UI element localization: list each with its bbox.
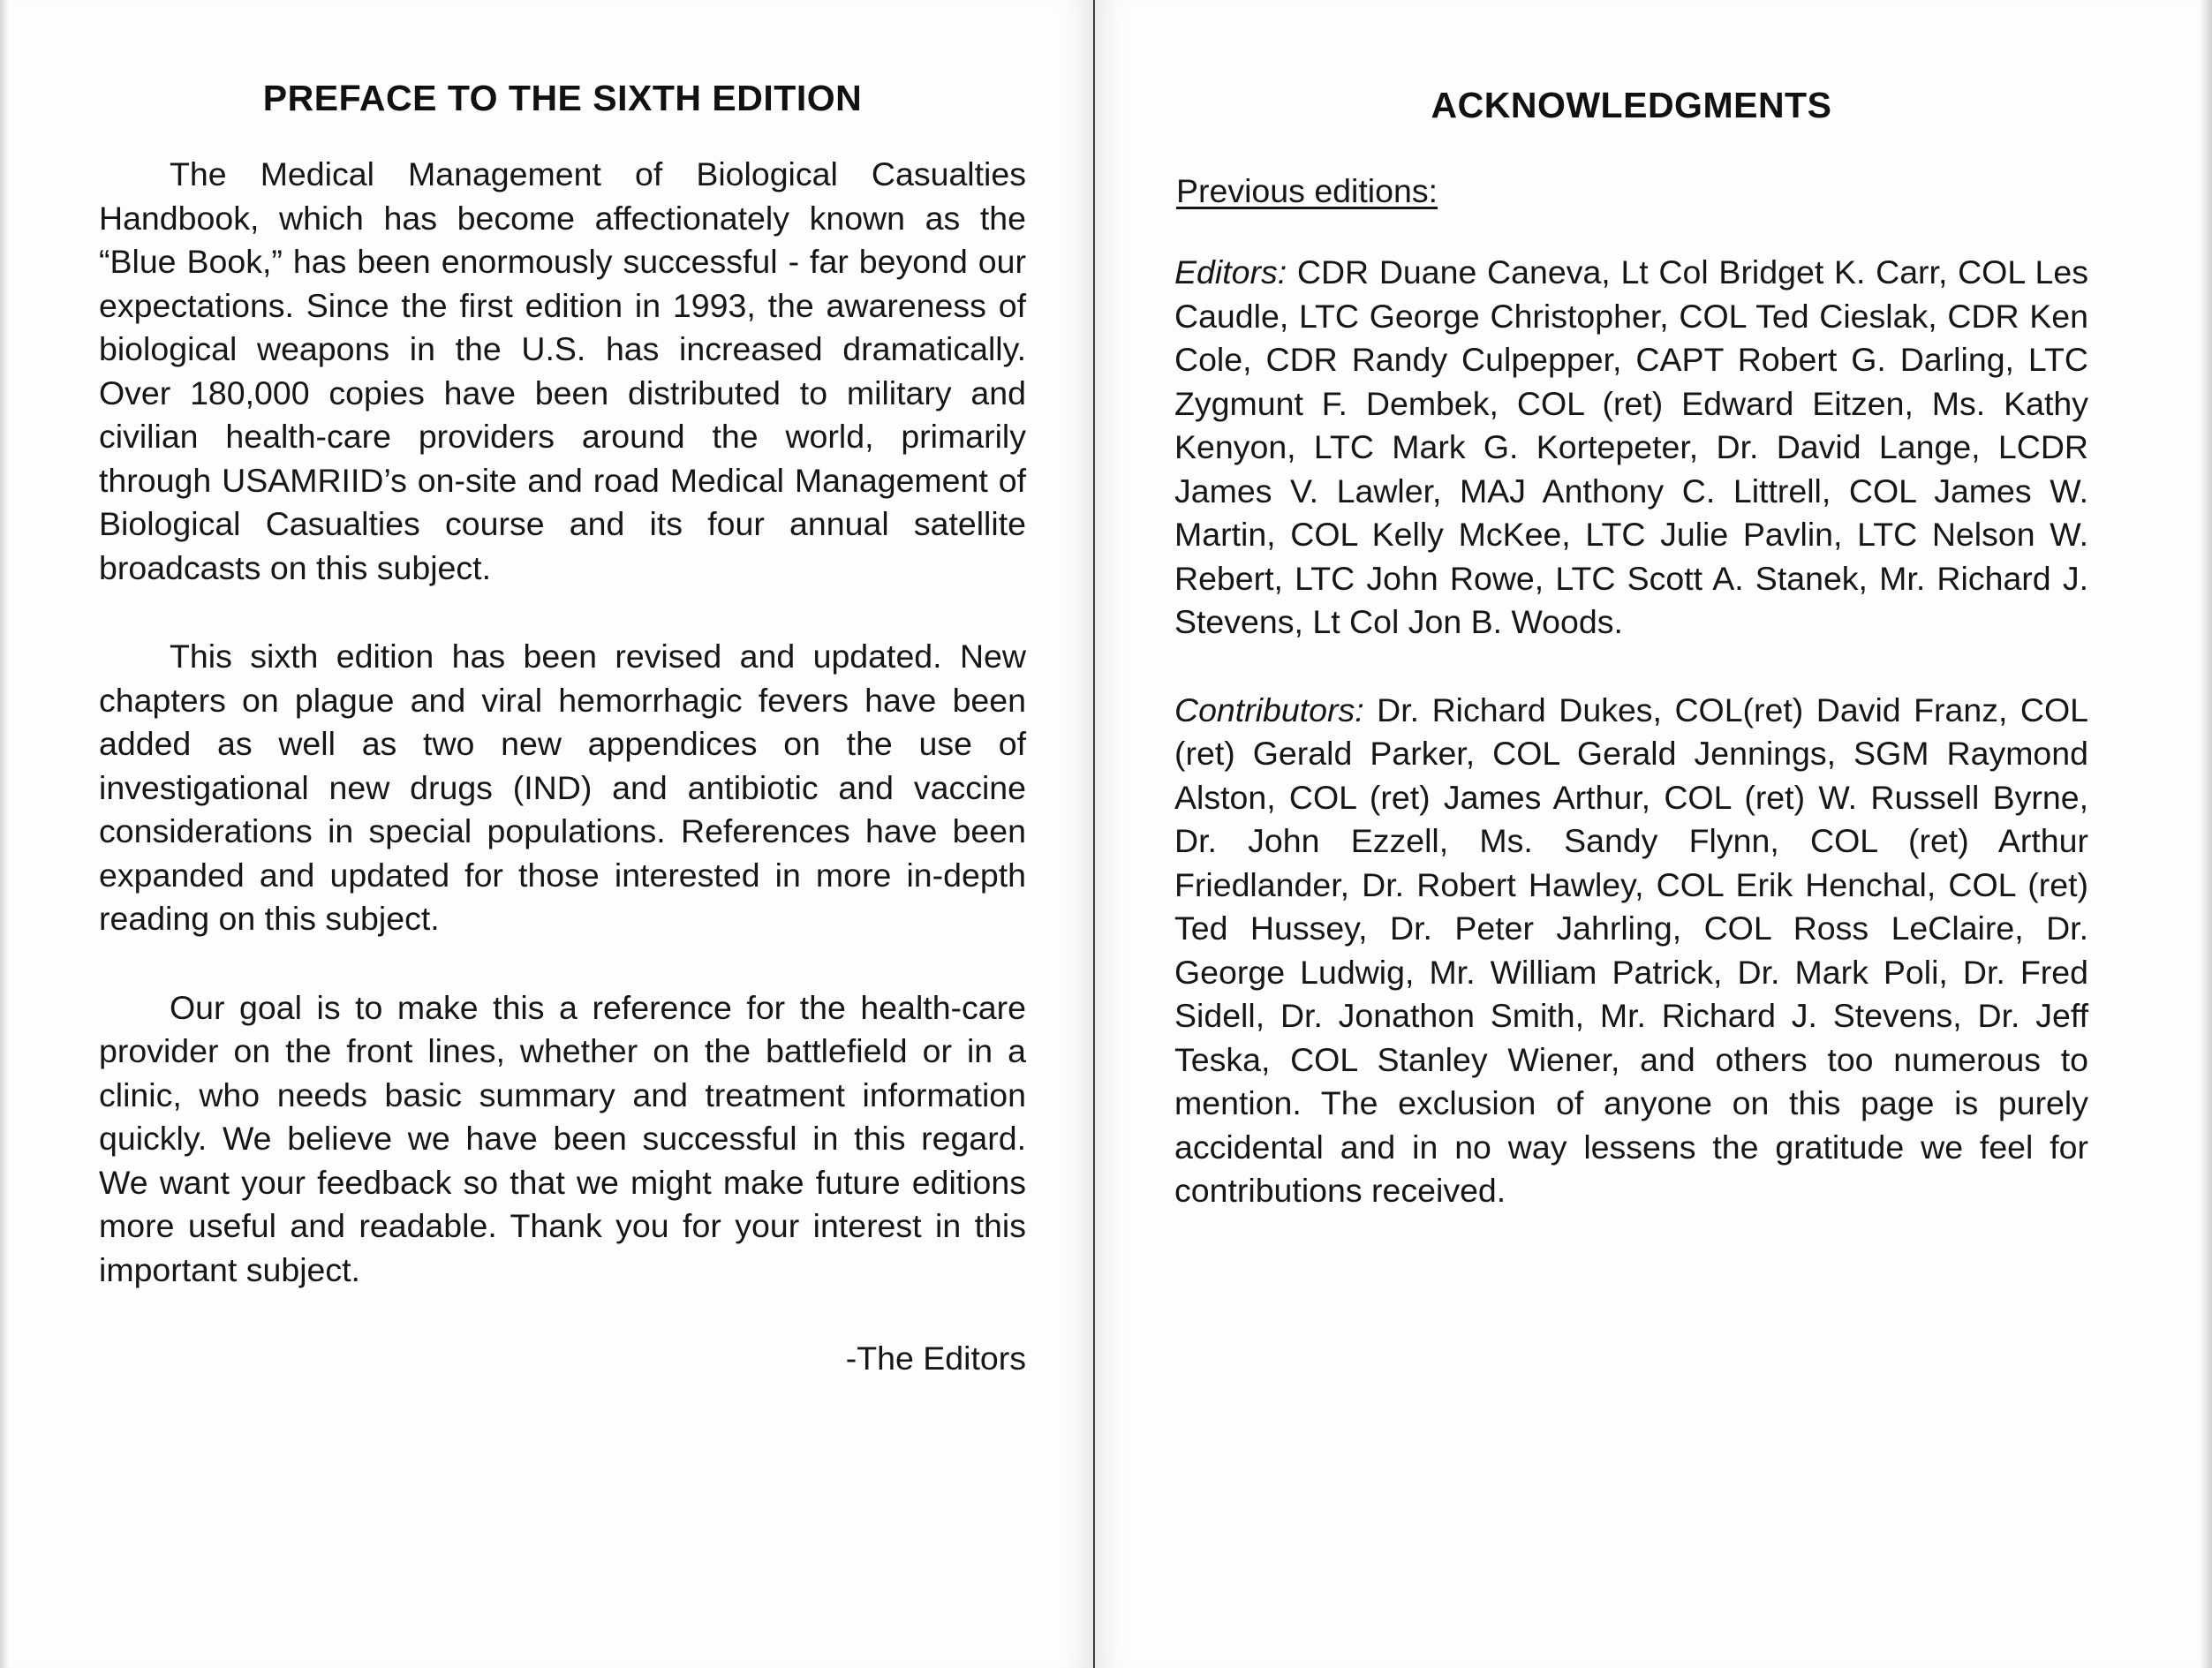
preface-signoff: -The Editors — [845, 1340, 1026, 1377]
preface-page — [0, 0, 1095, 1668]
preface-paragraph-2: This sixth edition has been revised and updated. New chapters on plague and viral hemorrhagic fevers have been added as well as two new appendices on the use of investigational new drugs (IND) and antibiotic and vaccine considerations in special populations. References have been expanded and updated for those interested in more in-depth reading on this subject. — [99, 638, 1026, 937]
preface-paragraph-3: Our goal is to make this a reference for the health-care provider on the front lines, whether on the battlefield or in a clinic, who needs basic summary and treatment information quickly. We believe we have been successful in this regard. We want your feedback so that we might make future editions more useful and readable. Thank you for your interest in this important subject. — [99, 988, 1026, 1288]
editors-label: Editors: — [1174, 253, 1287, 291]
previous-editions-heading: Previous editions: — [1176, 172, 1438, 209]
preface-paragraph-1: The Medical Management of Biological Casualties Handbook, which has become affectionately known as the “Blue Book,” has been enormously successful - far beyond our expectations. Since the first edition in 1993, the awareness of biological weapons in the U.S. has increased dramatically. Over 180,000 copies have been distributed to military and civilian health-care providers around the world, primarily through USAMRIID’s on-site and road Medical Management of Biological Casualties course and its four annual satellite broadcasts on this subject. — [99, 155, 1026, 586]
acknowledgments-title: ACKNOWLEDGMENTS — [1431, 85, 1832, 125]
page-edge-right — [2200, 0, 2212, 1668]
editors-paragraph — [1174, 251, 2088, 645]
contributors-list: Dr. Richard Dukes, COL(ret) David Franz, COL (ret) Gerald Parker, COL Gerald Jennings, SGM Raymond Alston, COL (ret) James Arthur, COL (ret) W. Russell Byrne, Dr. John Ezzell, Ms. Sandy Flynn, COL (ret) Arthur Friedlander, Dr. Robert Hawley, COL Erik Henchal, COL (ret) Ted Hussey, Dr. Peter Jahrling, COL Ross LeClaire, Dr. George Ludwig, Mr. William Patrick, Dr. Mark Poli, Dr. Fred Sidell, Dr. Jonathon Smith, Mr. Richard J. Stevens, Dr. Jeff Teska, COL Stanley Wiener, and others too numerous to mention. The exclusion of anyone on this page is purely accidental and in no way lessens the gratitude we feel for contributions received. — [1174, 691, 2088, 1209]
contributors-paragraph — [1174, 689, 2088, 1213]
contributors-label: Contributors: — [1174, 691, 1364, 728]
editors-list: CDR Duane Caneva, Lt Col Bridget K. Carr, COL Les Caudle, LTC George Christopher, COL Ted Cieslak, CDR Ken Cole, CDR Randy Culpepper, CAPT Robert G. Darling, LTC Zygmunt F. Dembek, COL (ret) Edward Eitzen, Ms. Kathy Kenyon, LTC Mark G. Kortepeter, Dr. David Lange, LCDR James V. Lawler, MAJ Anthony C. Littrell, COL James W. Martin, COL Kelly McKee, LTC Julie Pavlin, LTC Nelson W. Rebert, LTC John Rowe, LTC Scott A. Stanek, Mr. Richard J. Stevens, Lt Col Jon B. Woods. — [1174, 253, 2088, 640]
preface-title: PREFACE TO THE SIXTH EDITION — [262, 78, 863, 118]
acknowledgments-page — [1095, 0, 2212, 1668]
page-edge-left — [0, 0, 9, 1668]
